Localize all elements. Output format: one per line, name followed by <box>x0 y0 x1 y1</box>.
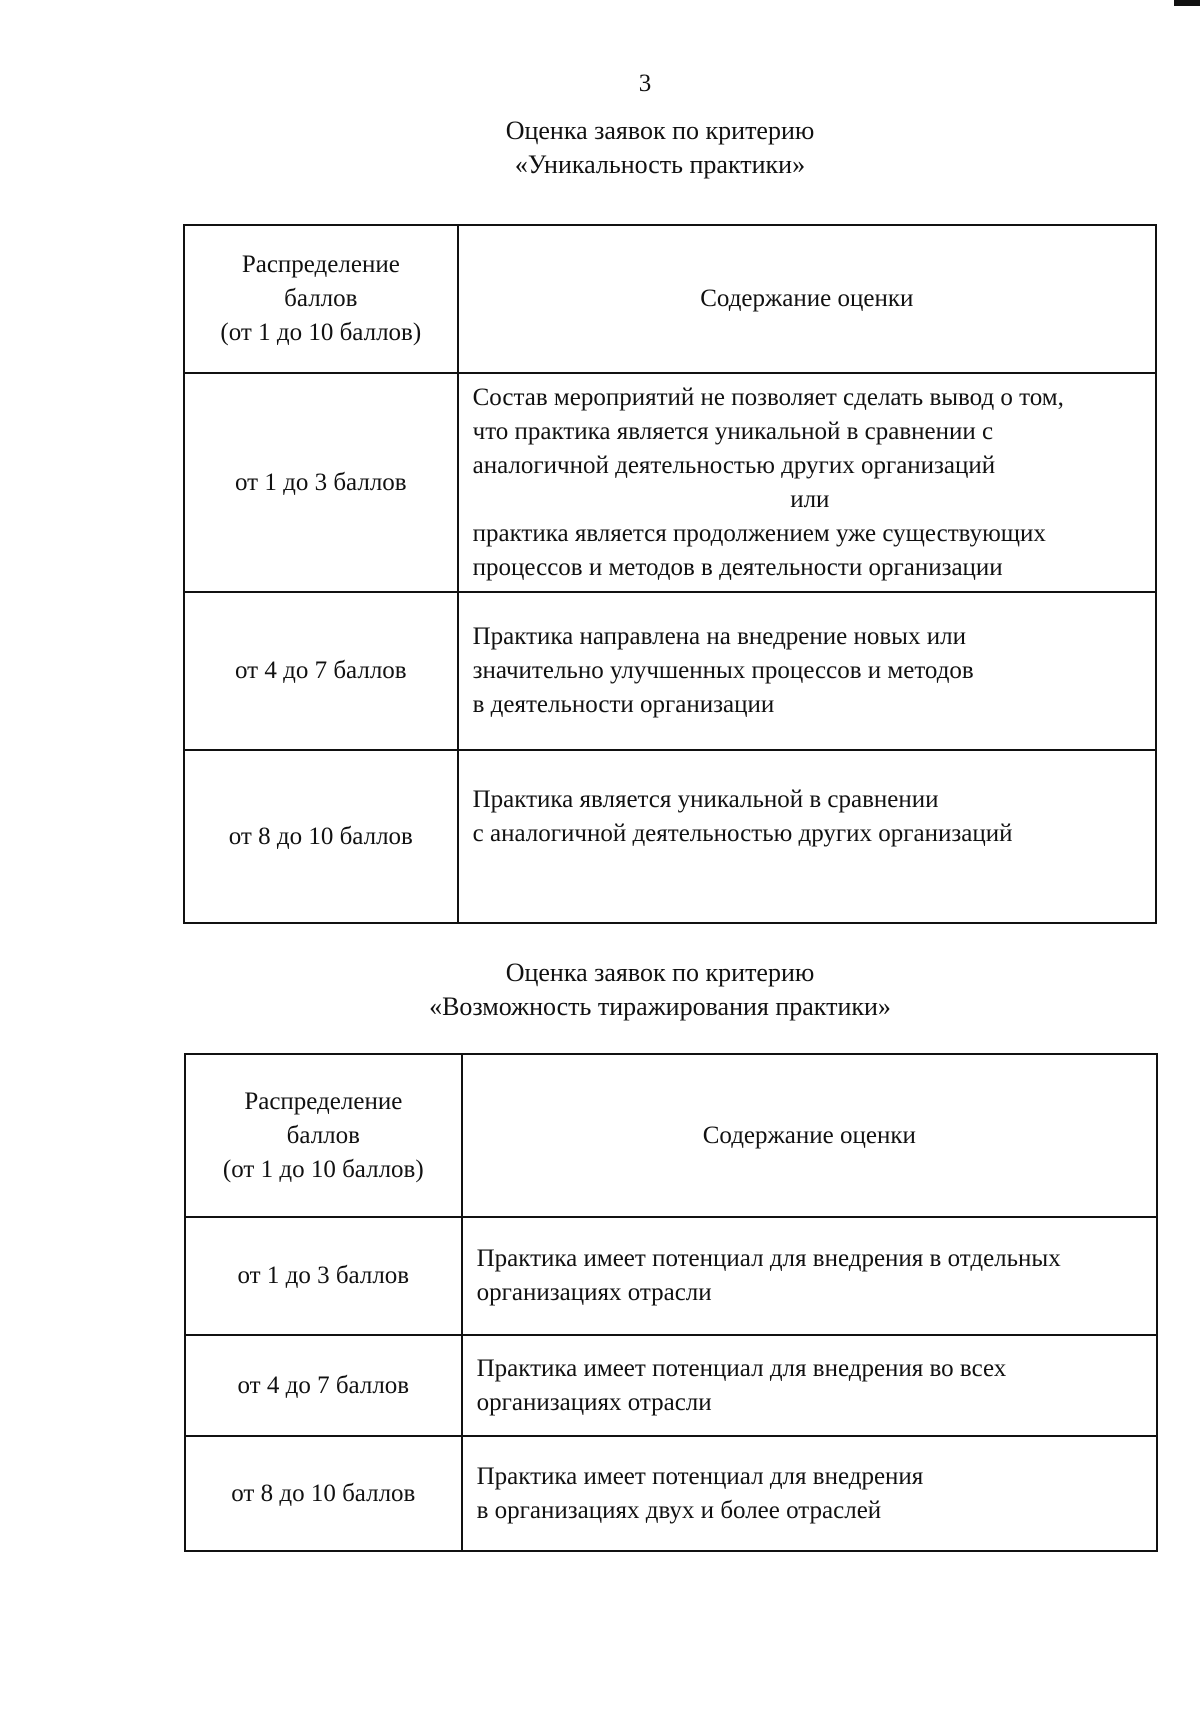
description-line: практика является продолжением уже существующих <box>472 519 1046 547</box>
section-1-heading-line-1: Оценка заявок по критерию <box>505 116 815 145</box>
header-score-cell <box>185 1054 462 1217</box>
section-2-heading-line-2: «Возможность тиражирования практики» <box>429 992 891 1021</box>
section-1-heading-line-2: «Уникальность практики» <box>514 150 806 179</box>
table-header-row <box>185 1054 1157 1217</box>
description-line: Практика имеет потенциал для внедрения во всех <box>476 1354 1007 1382</box>
header-score-line: (от 1 до 10 баллов) <box>222 1155 424 1183</box>
section-1-heading <box>340 114 980 182</box>
header-content-cell: Содержание оценки <box>462 1054 1157 1217</box>
description-cell <box>462 1335 1157 1436</box>
header-content-cell: Содержание оценки <box>458 225 1156 373</box>
description-line: организациях отрасли <box>476 1388 712 1416</box>
header-score-line: Распределение <box>244 1087 403 1115</box>
table-uniqueness <box>183 224 1157 924</box>
score-range-cell: от 8 до 10 баллов <box>184 750 458 923</box>
score-range-cell: от 8 до 10 баллов <box>185 1436 462 1551</box>
table-row <box>185 1217 1157 1335</box>
score-range-cell: от 4 до 7 баллов <box>185 1335 462 1436</box>
description-line: аналогичной деятельностью других организаций <box>472 451 996 479</box>
description-cell <box>462 1436 1157 1551</box>
header-score-line: Распределение <box>241 251 400 278</box>
description-line: Практика направлена на внедрение новых или <box>472 623 966 650</box>
description-line: Практика является уникальной в сравнении <box>472 786 939 813</box>
page-number: 3 <box>638 70 652 97</box>
description-cell <box>462 1217 1157 1335</box>
description-line: с аналогичной деятельностью других организаций <box>472 820 1013 847</box>
section-2-heading <box>340 956 980 1024</box>
header-score-line: (от 1 до 10 баллов) <box>220 319 422 346</box>
header-score-line: баллов <box>286 1121 360 1149</box>
table-row <box>184 750 1156 923</box>
table-row <box>185 1335 1157 1436</box>
table-replicability <box>184 1053 1158 1552</box>
score-range-cell: от 1 до 3 баллов <box>185 1217 462 1335</box>
description-line: что практика является уникальной в сравнении с <box>472 417 994 445</box>
header-score-cell <box>184 225 458 373</box>
score-range-cell: от 4 до 7 баллов <box>184 592 458 750</box>
description-cell <box>458 592 1156 750</box>
table-row <box>185 1436 1157 1551</box>
description-line: значительно улучшенных процессов и методов <box>472 657 974 684</box>
table-row <box>184 592 1156 750</box>
description-line: Практика имеет потенциал для внедрения в отдельных <box>476 1245 1061 1272</box>
description-cell <box>458 373 1156 592</box>
description-line: Практика имеет потенциал для внедрения <box>476 1462 924 1490</box>
description-line: в деятельности организации <box>472 691 775 718</box>
score-range-cell: от 1 до 3 баллов <box>184 373 458 592</box>
table-header-row <box>184 225 1156 373</box>
table-row <box>184 373 1156 592</box>
section-2-heading-line-1: Оценка заявок по критерию <box>505 958 815 987</box>
description-line: Состав мероприятий не позволяет сделать вывод о том, <box>472 383 1064 411</box>
header-score-line: баллов <box>284 285 358 312</box>
description-line-or: или <box>790 485 830 513</box>
description-line: процессов и методов в деятельности организации <box>472 553 1003 581</box>
description-line: в организациях двух и более отраслей <box>476 1496 882 1524</box>
description-line: организациях отрасли <box>476 1279 712 1306</box>
description-cell <box>458 750 1156 923</box>
scan-corner-mark <box>1174 0 1200 6</box>
